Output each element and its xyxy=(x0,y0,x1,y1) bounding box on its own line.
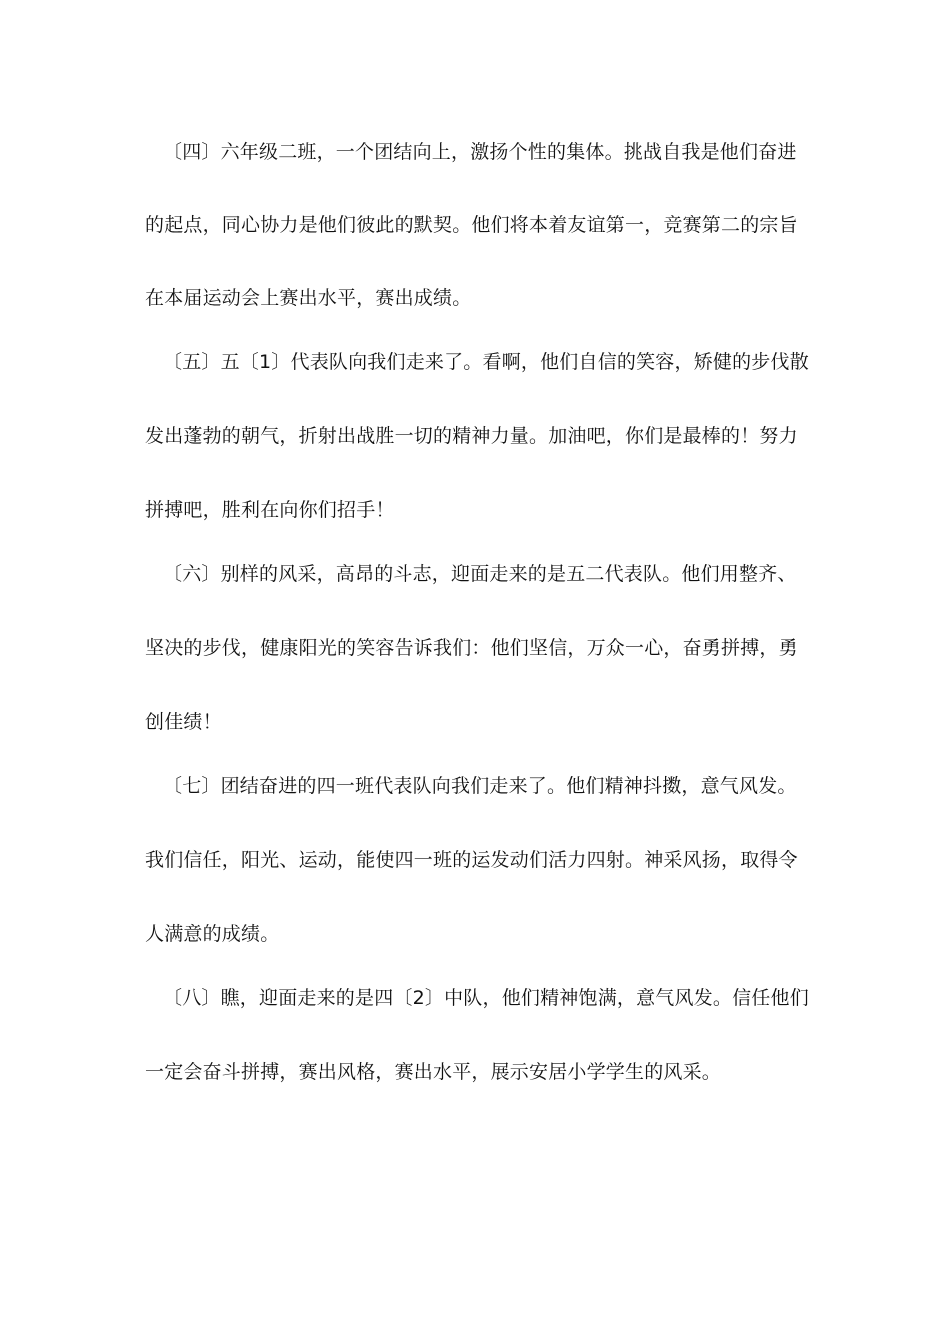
paragraph-1-line-1: 〔四〕六年级二班，一个团结向上，激扬个性的集体。挑战自我是他们奋进 xyxy=(163,141,797,163)
paragraph-2-line-3: 拼搏吧，胜利在向你们招手！ xyxy=(145,499,395,521)
paragraph-1-line-3: 在本届运动会上赛出水平，赛出成绩。 xyxy=(145,287,472,309)
paragraph-1-line-2: 的起点，同心协力是他们彼此的默契。他们将本着友谊第一，竞赛第二的宗旨 xyxy=(145,214,798,236)
paragraph-4-line-2: 我们信任，阳光、运动，能使四一班的运发动们活力四射。神采风扬，取得令 xyxy=(145,849,798,871)
paragraph-2-line-1: 〔五〕五〔1〕代表队向我们走来了。看啊，他们自信的笑容，矫健的步伐散 xyxy=(163,351,809,373)
paragraph-5-line-1: 〔八〕瞧，迎面走来的是四〔2〕中队，他们精神饱满，意气风发。信任他们 xyxy=(163,987,809,1009)
paragraph-4-line-3: 人满意的成绩。 xyxy=(145,923,280,945)
paragraph-4-line-1: 〔七〕团结奋进的四一班代表队向我们走来了。他们精神抖擞，意气风发。 xyxy=(163,775,797,797)
paragraph-3-line-3: 创佳绩！ xyxy=(145,711,222,733)
paragraph-2-line-2: 发出蓬勃的朝气，折射出战胜一切的精神力量。加油吧，你们是最棒的！努力 xyxy=(145,425,798,447)
paragraph-3-line-2: 坚决的步伐，健康阳光的笑容告诉我们：他们坚信，万众一心，奋勇拼搏，勇 xyxy=(145,637,798,659)
paragraph-3-line-1: 〔六〕别样的风采，高昂的斗志，迎面走来的是五二代表队。他们用整齐、 xyxy=(163,563,797,585)
paragraph-5-line-2: 一定会奋斗拼搏，赛出风格，赛出水平，展示安居小学学生的风采。 xyxy=(145,1061,722,1083)
